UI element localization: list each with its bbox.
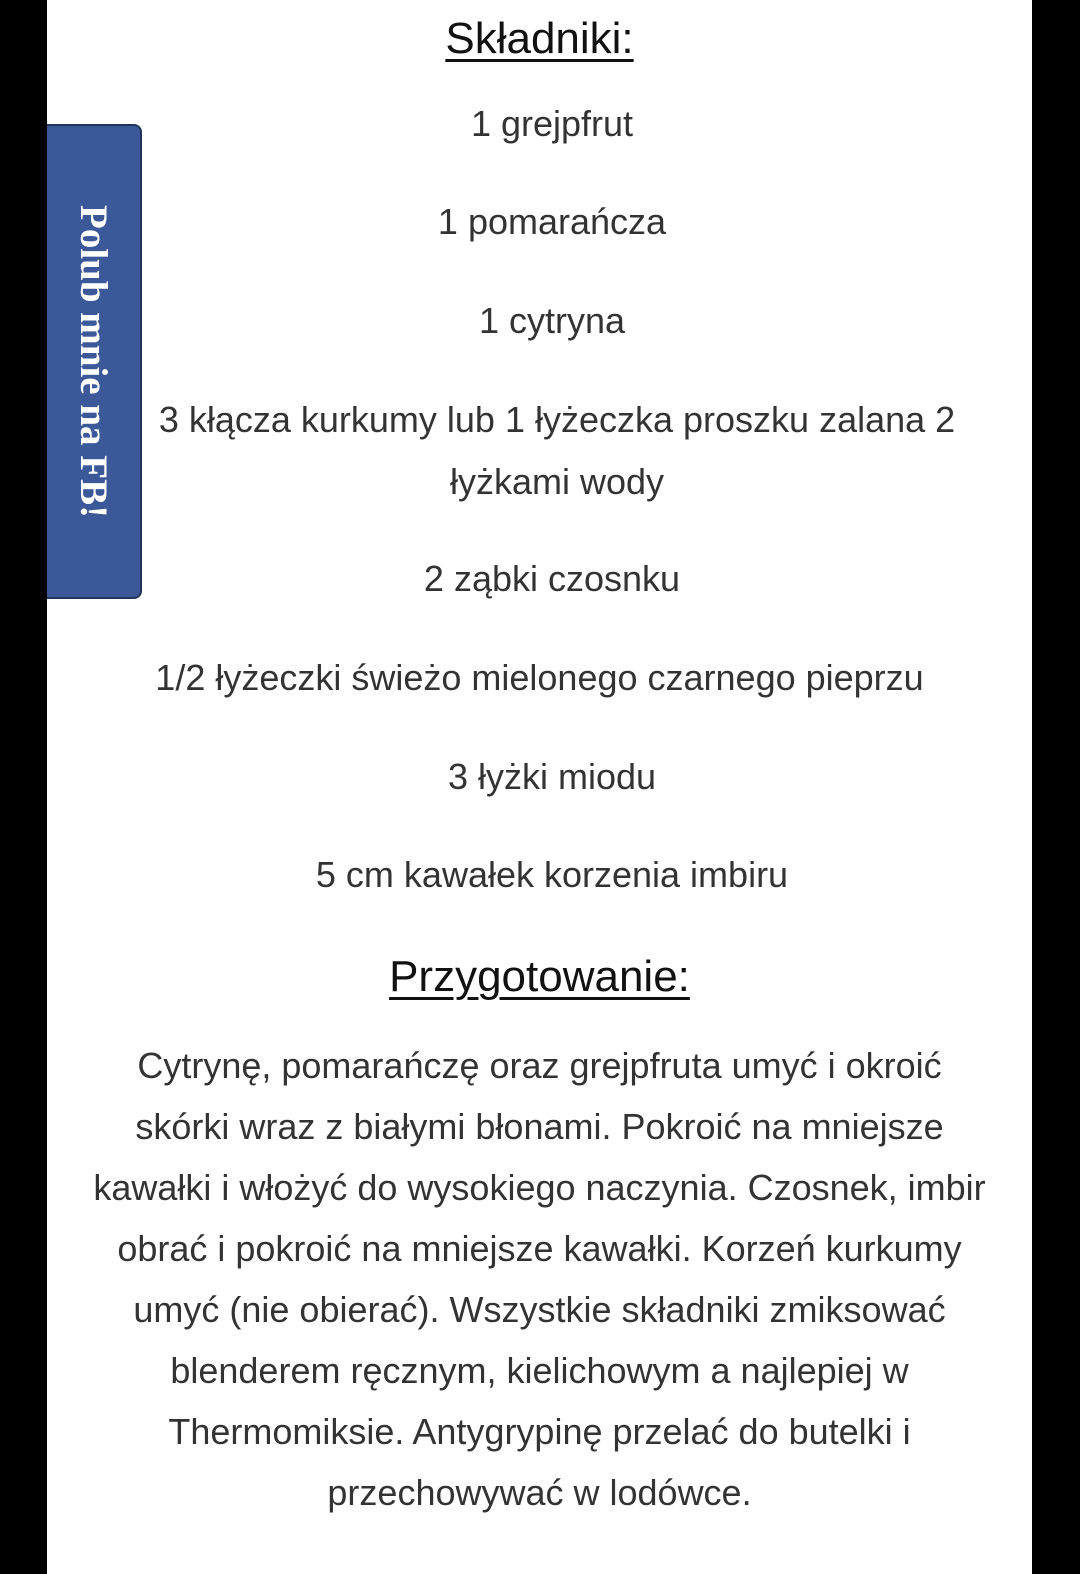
ingredient-item: 2 ząbki czosnku (423, 558, 681, 599)
preparation-heading: Przygotowanie: (389, 952, 690, 1001)
recipe-page (47, 0, 1032, 1574)
facebook-like-tab[interactable] (47, 124, 142, 599)
ingredient-item: 3 kłącza kurkumy lub 1 łyżeczka proszku zalana 2 łyżkami wody (158, 399, 956, 502)
ingredient-item: 3 łyżki miodu (447, 756, 657, 797)
ingredient-item: 1/2 łyżeczki świeżo mielonego czarnego pieprzu (155, 657, 924, 698)
preparation-text: Cytrynę, pomarańczę oraz grejpfruta umyć i okroić skórki wraz z białymi błonami. Pokroić na mniejsze kawałki i włożyć do wysokiego naczynia. Czosnek, imbir obrać i pokroić na mniejsze kawałki. Korzeń kurkumy umyć (nie obierać). Wszystkie składniki zmiksować blenderem ręcznym, kielichowym a najlepiej w Thermomiksie. Antygrypinę przelać do butelki i przechowywać w lodówce. (93, 1045, 986, 1513)
ingredient-item: 1 cytryna (478, 300, 626, 341)
ingredients-heading: Składniki: (445, 14, 634, 63)
ingredient-item: 5 cm kawałek korzenia imbiru (315, 854, 789, 895)
ingredient-item: 1 grejpfrut (470, 103, 634, 144)
facebook-like-label: Polub mnie na FB! (72, 204, 115, 519)
ingredient-item: 1 pomarańcza (437, 201, 667, 242)
